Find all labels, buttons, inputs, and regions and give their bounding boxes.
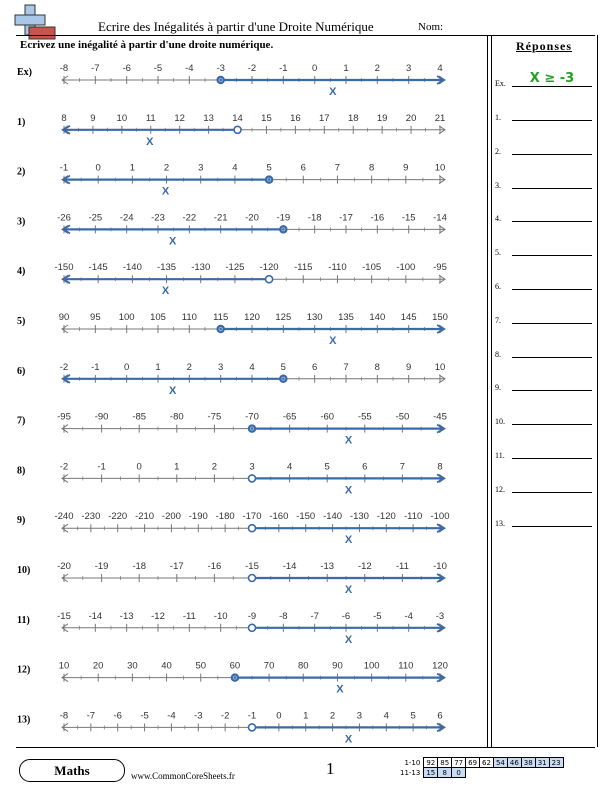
answer-row — [495, 345, 595, 361]
closed-point — [266, 176, 273, 183]
tick-label: 21 — [434, 112, 446, 124]
tick-label: 4 — [249, 361, 255, 373]
tick-label: 80 — [297, 660, 309, 672]
tick-label: 145 — [400, 312, 417, 323]
score-cell: 15 — [424, 768, 438, 778]
answer-blank[interactable] — [512, 323, 592, 324]
tick-label: -14 — [433, 212, 447, 224]
answer-row — [495, 514, 595, 530]
tick-label: 2 — [329, 710, 336, 722]
tick-label: -2 — [59, 461, 69, 473]
tick-label: -8 — [59, 710, 69, 722]
answer-row — [495, 176, 595, 192]
answer-blank[interactable] — [512, 424, 592, 425]
tick-label: 50 — [195, 660, 207, 672]
tick-label: -230 — [81, 511, 101, 523]
name-label: Nom: — [418, 21, 444, 33]
tick-label: -55 — [357, 411, 372, 423]
tick-label: 4 — [383, 710, 389, 722]
answer-blank[interactable] — [512, 357, 592, 358]
tick-label: 13 — [203, 112, 214, 124]
answer-example-label: Ex. — [495, 79, 506, 88]
tick-label: -24 — [119, 212, 134, 224]
tick-label: 10 — [434, 162, 446, 174]
open-point — [249, 475, 256, 482]
score-cell: 46 — [507, 758, 521, 768]
page-number: 1 — [326, 759, 335, 778]
tick-label: 110 — [181, 312, 197, 323]
tick-label: -80 — [169, 411, 184, 423]
answer-row — [495, 378, 595, 394]
answer-number: 12. — [495, 484, 505, 494]
tick-label: -45 — [433, 411, 447, 423]
tick-label: 3 — [198, 162, 204, 174]
tick-label: -12 — [357, 561, 372, 572]
answer-row — [495, 412, 595, 428]
tick-label: -13 — [119, 610, 134, 622]
tick-label: 2 — [374, 63, 380, 74]
variable-marker: X — [344, 633, 353, 646]
answer-row — [495, 480, 595, 496]
answer-row — [495, 311, 595, 327]
tick-label: 0 — [312, 63, 318, 74]
problem-label: 7) — [17, 415, 26, 427]
tick-label: -15 — [401, 212, 416, 224]
tick-label: -130 — [349, 511, 369, 523]
answer-row-example — [495, 71, 595, 90]
answer-number: 3. — [495, 180, 501, 190]
problem-label: 3) — [17, 216, 26, 228]
tick-label: 95 — [90, 312, 101, 323]
tick-label: -50 — [395, 411, 410, 423]
answer-number: 1. — [495, 113, 501, 122]
score-cell: 31 — [535, 758, 549, 768]
tick-label: 40 — [161, 660, 172, 672]
tick-label: 90 — [58, 312, 70, 323]
score-cell: 69 — [466, 758, 480, 768]
tick-label: -5 — [140, 710, 149, 722]
variable-marker: X — [344, 534, 353, 547]
subject-badge: Maths — [19, 759, 125, 782]
tick-label: -7 — [86, 710, 96, 722]
answer-line — [512, 86, 592, 87]
tick-label: -13 — [320, 561, 335, 572]
tick-label: -90 — [94, 411, 109, 423]
tick-label: 30 — [127, 660, 138, 672]
tick-label: -25 — [88, 212, 103, 224]
tick-label: -190 — [188, 511, 208, 523]
answer-column-border — [597, 35, 598, 747]
tick-label: -1 — [247, 710, 257, 722]
variable-marker: X — [168, 384, 177, 397]
tick-label: 20 — [92, 660, 104, 672]
website-link[interactable]: www.CommonCoreSheets.fr — [131, 771, 235, 781]
tick-label: 9 — [403, 162, 409, 174]
tick-label: -15 — [245, 561, 259, 572]
score-cell: 92 — [424, 758, 438, 768]
answer-number: 2. — [495, 146, 501, 156]
answers-heading: Réponses — [515, 39, 572, 53]
tick-label: 6 — [312, 361, 318, 373]
tick-label: 12 — [174, 112, 185, 124]
tick-label: -14 — [88, 610, 103, 622]
tick-label: 1 — [343, 63, 349, 74]
tick-label: -85 — [132, 411, 147, 423]
tick-label: 8 — [61, 112, 67, 124]
tick-label: -20 — [57, 561, 71, 572]
tick-label: -10 — [213, 610, 228, 622]
answer-blank[interactable] — [512, 255, 592, 256]
answer-number: 11. — [495, 451, 505, 460]
tick-label: -180 — [215, 511, 235, 523]
variable-marker: X — [146, 135, 154, 148]
score-cell: 38 — [521, 758, 535, 768]
open-point — [249, 724, 256, 731]
variable-marker: X — [329, 86, 337, 98]
tick-label: -6 — [113, 710, 122, 722]
tick-label: 115 — [213, 312, 229, 323]
tick-label: 4 — [232, 162, 238, 174]
tick-label: -26 — [57, 212, 71, 224]
tick-label: -11 — [395, 561, 409, 572]
tick-label: 6 — [437, 710, 443, 722]
tick-label: -8 — [59, 63, 69, 74]
tick-label: -4 — [167, 710, 176, 722]
tick-label: 7 — [334, 162, 341, 174]
variable-marker: X — [168, 235, 177, 248]
tick-label: 15 — [261, 112, 272, 124]
tick-label: -3 — [216, 63, 225, 74]
problem-label: 10) — [17, 565, 31, 576]
tick-label: -7 — [91, 63, 100, 74]
tick-label: -95 — [57, 411, 71, 423]
tick-label: 7 — [343, 361, 349, 373]
tick-label: -18 — [132, 561, 147, 572]
tick-label: -145 — [88, 262, 108, 274]
closed-point — [231, 674, 238, 681]
tick-label: 2 — [163, 162, 170, 174]
tick-label: -220 — [108, 511, 128, 523]
closed-point — [280, 226, 287, 233]
tick-label: -16 — [207, 561, 222, 572]
tick-label: -11 — [182, 610, 196, 622]
tick-label: 3 — [406, 63, 412, 74]
tick-label: -2 — [247, 63, 257, 74]
variable-marker: X — [161, 285, 170, 298]
tick-label: 4 — [437, 63, 443, 74]
tick-label: 1 — [303, 710, 309, 722]
tick-label: 1 — [174, 461, 180, 473]
closed-point — [249, 425, 256, 432]
answer-row — [495, 277, 595, 293]
tick-label: -2 — [220, 710, 230, 722]
answer-blank[interactable] — [512, 492, 592, 493]
answer-number: 6. — [495, 282, 501, 291]
tick-label: -4 — [185, 63, 194, 74]
variable-marker: X — [344, 584, 353, 596]
answer-number: 5. — [495, 248, 501, 258]
tick-label: 70 — [263, 660, 275, 672]
tick-label: -9 — [247, 610, 257, 622]
tick-label: -1 — [59, 162, 69, 174]
tick-label: -22 — [182, 212, 197, 224]
tick-label: -60 — [320, 411, 335, 423]
tick-label: 10 — [116, 112, 128, 124]
answer-row — [495, 243, 595, 259]
footer-rule — [16, 747, 595, 748]
tick-label: -120 — [259, 262, 279, 274]
problem-label: 12) — [17, 664, 31, 676]
score-cell: 85 — [438, 758, 452, 768]
answer-blank[interactable] — [512, 390, 592, 391]
tick-label: -105 — [362, 262, 382, 274]
tick-label: -19 — [276, 212, 291, 224]
tick-label: 16 — [290, 112, 301, 124]
tick-label: -200 — [161, 511, 181, 523]
tick-label: -150 — [54, 262, 74, 274]
tick-label: 140 — [369, 312, 386, 323]
answer-blank[interactable] — [512, 289, 592, 290]
variable-marker: X — [344, 434, 353, 447]
problem-label: 6) — [17, 365, 26, 377]
tick-label: 7 — [399, 461, 406, 473]
variable-marker: X — [344, 733, 353, 745]
tick-label: 8 — [368, 162, 375, 174]
answer-row — [495, 108, 595, 124]
tick-label: 120 — [432, 660, 448, 672]
answer-blank[interactable] — [512, 120, 592, 121]
variable-marker: X — [161, 185, 170, 198]
tick-label: 2 — [211, 461, 218, 473]
problem-label: 4) — [17, 266, 26, 278]
open-point — [266, 276, 273, 283]
tick-label: 6 — [300, 162, 306, 174]
answer-number: 4. — [495, 214, 501, 224]
tick-label: -23 — [151, 212, 165, 224]
tick-label: -3 — [435, 610, 445, 622]
answer-row — [495, 209, 595, 225]
tick-label: -170 — [242, 511, 262, 523]
tick-label: -110 — [403, 511, 423, 523]
tick-label: 3 — [249, 461, 255, 473]
tick-label: -100 — [430, 511, 450, 523]
answer-blank[interactable] — [512, 221, 592, 222]
tick-label: 0 — [95, 162, 101, 174]
tick-label: -110 — [328, 262, 347, 274]
tick-label: 100 — [363, 660, 380, 672]
score-cell: 77 — [452, 758, 466, 768]
open-point — [234, 126, 241, 133]
variable-marker: X — [336, 683, 344, 696]
tick-label: -21 — [213, 212, 228, 224]
answer-row — [495, 446, 595, 462]
tick-label: 18 — [347, 112, 359, 124]
score-table — [398, 757, 564, 778]
tick-label: 105 — [150, 312, 166, 323]
closed-point — [280, 375, 287, 382]
tick-label: 3 — [218, 361, 224, 373]
tick-label: -70 — [245, 411, 259, 423]
tick-label: -1 — [279, 63, 288, 74]
tick-label: -135 — [157, 262, 177, 274]
tick-label: 4 — [286, 461, 293, 473]
problem-label: 11) — [17, 614, 30, 626]
score-cell: 0 — [452, 768, 466, 778]
tick-label: -125 — [225, 262, 245, 274]
tick-label: -18 — [307, 212, 322, 224]
tick-label: -100 — [396, 262, 416, 274]
page-title: Ecrire des Inégalités à partir d'une Droite Numérique — [98, 19, 374, 34]
answer-blank[interactable] — [512, 526, 592, 527]
tick-label: -4 — [404, 610, 413, 622]
answer-blank[interactable] — [512, 188, 592, 189]
answer-blank[interactable] — [512, 154, 592, 155]
tick-label: -120 — [376, 511, 396, 523]
tick-label: 125 — [275, 312, 292, 323]
column-divider — [491, 35, 492, 747]
tick-label: 110 — [398, 660, 414, 672]
problem-label: 9) — [17, 515, 26, 527]
tick-label: -6 — [122, 63, 131, 74]
tick-label: 8 — [374, 361, 380, 373]
tick-label: 90 — [332, 660, 343, 672]
tick-label: 2 — [186, 361, 192, 373]
closed-point — [217, 77, 224, 84]
closed-point — [217, 326, 224, 333]
tick-label: 0 — [124, 361, 130, 373]
open-point — [249, 525, 256, 532]
tick-label: 100 — [118, 312, 135, 323]
tick-label: 5 — [324, 461, 330, 473]
answer-number: 7. — [495, 315, 501, 325]
tick-label: -75 — [207, 411, 222, 423]
problem-label: 8) — [17, 465, 26, 477]
tick-label: 10 — [58, 660, 70, 672]
tick-label: 130 — [306, 312, 323, 323]
tick-label: 11 — [145, 112, 156, 124]
tick-label: -19 — [94, 561, 109, 572]
tick-label: -1 — [97, 461, 106, 473]
tick-label: 5 — [410, 710, 416, 722]
score-cell: 23 — [549, 758, 563, 768]
answer-number: 8. — [495, 349, 501, 359]
tick-label: -10 — [433, 561, 447, 572]
tick-label: 0 — [136, 461, 142, 473]
tick-label: -140 — [122, 262, 142, 274]
tick-label: -240 — [54, 511, 74, 523]
tick-label: -12 — [151, 610, 165, 622]
tick-label: 14 — [232, 112, 243, 124]
open-point — [249, 575, 256, 582]
score-cell: 8 — [438, 768, 452, 778]
tick-label: 135 — [338, 312, 354, 323]
tick-label: -1 — [91, 361, 100, 373]
tick-label: -160 — [269, 511, 289, 523]
answer-blank[interactable] — [512, 458, 592, 459]
tick-label: 0 — [276, 710, 282, 722]
tick-label: -130 — [191, 262, 211, 274]
tick-label: -17 — [169, 561, 184, 572]
tick-label: -115 — [294, 262, 313, 274]
answer-number: 10. — [495, 417, 505, 427]
tick-label: 150 — [432, 312, 448, 323]
instructions: Ecrivez une inégalité à partir d'une droite numérique. — [20, 39, 274, 51]
open-point — [249, 624, 256, 631]
tick-label: -3 — [194, 710, 203, 722]
score-row-label: 1-10 — [404, 758, 421, 767]
tick-label: -2 — [59, 361, 69, 373]
tick-label: 5 — [266, 162, 272, 174]
tick-label: 120 — [244, 312, 260, 323]
tick-label: 3 — [356, 710, 363, 722]
tick-label: 20 — [405, 112, 417, 124]
answer-number: 13. — [495, 518, 505, 528]
tick-label: 1 — [129, 162, 136, 174]
tick-label: 9 — [406, 361, 412, 373]
tick-label: 6 — [362, 461, 368, 473]
tick-label: -7 — [310, 610, 319, 622]
tick-label: -210 — [135, 511, 155, 523]
tick-label: -14 — [282, 561, 297, 572]
tick-label: 17 — [319, 112, 330, 124]
answer-example-value: X ≥ -3 — [529, 71, 575, 86]
tick-label: -5 — [373, 610, 382, 622]
tick-label: -15 — [57, 610, 71, 622]
tick-label: -5 — [153, 63, 163, 74]
answer-row — [495, 142, 595, 158]
variable-marker: X — [329, 335, 337, 347]
tick-label: 1 — [155, 361, 161, 373]
tick-label: -95 — [433, 262, 447, 274]
problem-label: 1) — [17, 116, 26, 128]
tick-label: 10 — [434, 361, 446, 373]
score-cell: 54 — [493, 758, 507, 768]
problem-label: 5) — [17, 316, 26, 327]
tick-label: 8 — [437, 461, 443, 473]
tick-label: -140 — [323, 511, 343, 523]
problem-label: Ex) — [17, 67, 32, 78]
tick-label: -6 — [341, 610, 351, 622]
header-rule — [16, 35, 595, 36]
tick-label: -150 — [296, 511, 316, 523]
tick-label: 19 — [376, 112, 388, 124]
variable-marker: X — [344, 484, 353, 497]
tick-label: 9 — [90, 112, 96, 124]
answer-number: 9. — [495, 383, 501, 393]
tick-label: -65 — [282, 411, 297, 423]
tick-label: 60 — [229, 660, 241, 672]
tick-label: 5 — [280, 361, 286, 373]
tick-label: -16 — [370, 212, 385, 224]
tick-label: -8 — [279, 610, 288, 622]
problem-label: 2) — [17, 166, 26, 178]
score-cell: 62 — [480, 758, 494, 768]
problem-label: 13) — [17, 714, 31, 726]
tick-label: -20 — [245, 212, 259, 224]
tick-label: -17 — [339, 212, 353, 224]
number-line-problems — [0, 55, 490, 745]
score-row-label: 11-13 — [400, 768, 421, 777]
